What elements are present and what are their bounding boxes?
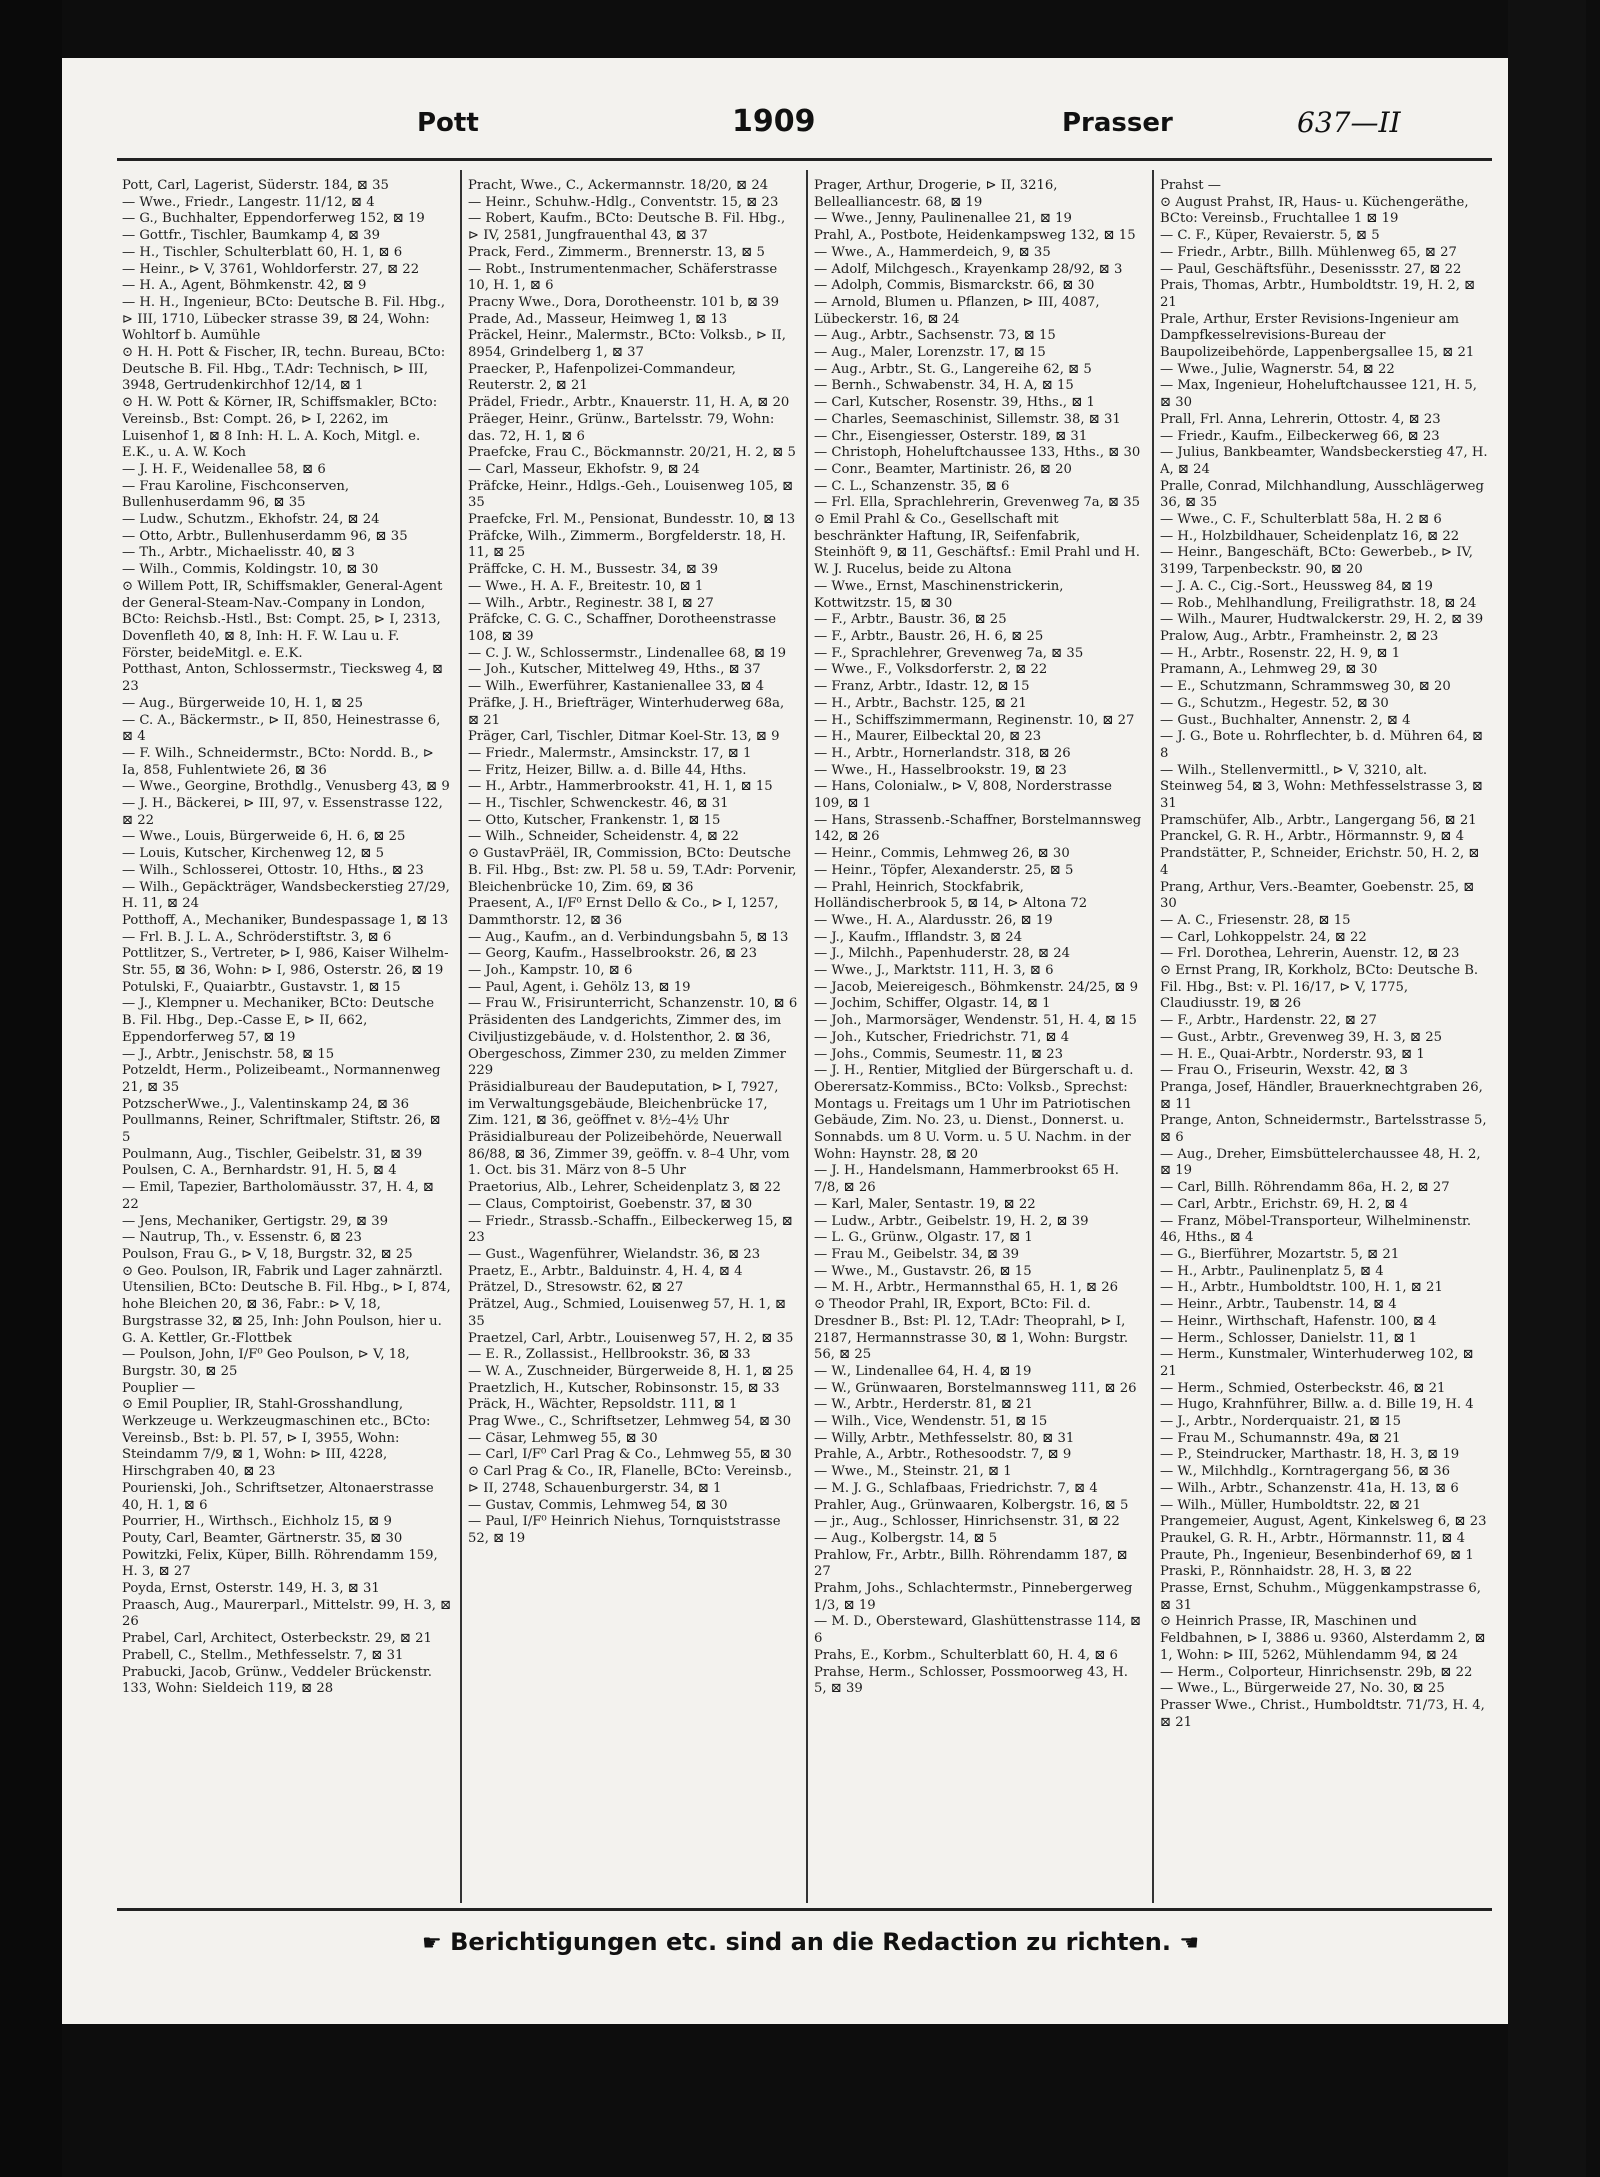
directory-entry: Poulsen, C. A., Bernhardstr. 91, H. 5, ⊠ 4: [122, 1163, 397, 1179]
directory-entry: Praetzel, Carl, Arbtr., Louisenweg 57, H. 2, ⊠ 35: [468, 1330, 794, 1346]
directory-entry: — J., Arbtr., Norderquaistr. 21, ⊠ 15: [1160, 1414, 1402, 1430]
directory-entry: — Paul, Geschäftsführ., Desenissstr. 27, ⊠ 22: [1160, 261, 1462, 277]
directory-entry: — G., Buchhalter, Eppendorferweg 152, ⊠ 19: [122, 211, 425, 227]
directory-entry: — Heinr., Töpfer, Alexanderstr. 25, ⊠ 5: [814, 862, 1074, 878]
directory-entry: — Aug., Maler, Lorenzstr. 17, ⊠ 15: [814, 345, 1046, 361]
column-4: [1160, 178, 1490, 1898]
directory-entry: Präsidialbureau der Baudeputation, ⊳ I, 7927, im Verwaltungsgebäude, Bleichenbrücke 17, Zim. 121, ⊠ 36, geöffnet v. 8½–4½ Uhr: [468, 1079, 779, 1129]
directory-entry: — Wilh., Ewerführer, Kastanienallee 33, ⊠ 4: [468, 679, 764, 695]
directory-page: [62, 58, 1586, 2024]
directory-entry: — L. G., Grünw., Olgastr. 17, ⊠ 1: [814, 1230, 1033, 1246]
directory-entry: — Georg, Kaufm., Hasselbrookstr. 26, ⊠ 23: [468, 946, 757, 962]
directory-entry: — Fritz, Heizer, Billw. a. d. Bille 44, Hths.: [468, 762, 747, 778]
directory-entry: — J., Klempner u. Mechaniker, BCto: Deutsche B. Fil. Hbg., Dep.-Casse E, ⊳ II, 662, Eppendorferweg 57, ⊠ 19: [122, 996, 435, 1045]
directory-entry: Praetz, E., Arbtr., Balduinstr. 4, H. 4, ⊠ 4: [468, 1263, 743, 1279]
directory-entry: — Max, Ingenieur, Hoheluftchaussee 121, H. 5, ⊠ 30: [1160, 378, 1477, 411]
directory-entry: Pouplier —: [122, 1380, 196, 1396]
directory-entry: Prange, Anton, Schneidermstr., Bartelsstrasse 5, ⊠ 6: [1160, 1113, 1487, 1146]
directory-entry: Prack, Ferd., Zimmerm., Brennerstr. 13, ⊠ 5: [468, 244, 765, 260]
directory-entry: Prahler, Aug., Grünwaaren, Kolbergstr. 16, ⊠ 5: [814, 1497, 1129, 1513]
column-divider: [1152, 170, 1154, 1903]
directory-entry: Prabel, Carl, Architect, Osterbeckstr. 29, ⊠ 21: [122, 1631, 432, 1647]
directory-entry: — Herm., Colporteur, Hinrichsenstr. 29b, ⊠ 22: [1160, 1664, 1473, 1680]
directory-entry: — Frau Karoline, Fischconserven, Bullenhuserdamm 96, ⊠ 35: [122, 478, 350, 511]
directory-entry: Praute, Ph., Ingenieur, Besenbinderhof 69, ⊠ 1: [1160, 1547, 1474, 1563]
directory-entry: — J., Kaufm., Ifflandstr. 3, ⊠ 24: [814, 929, 1023, 945]
directory-entry: ⊙ Emil Pouplier, IR, Stahl-Grosshandlung, Werkzeuge u. Werkzeugmaschinen etc., BCto: Vereinsb., Bst: b. Pl. 57, ⊳ I, 3955, Wohn: Steindamm 7/9, ⊠ 1, Wohn: ⊳ III, 4228, Hirschgraben 40, ⊠ 23: [122, 1397, 431, 1480]
directory-entry: — Adolph, Commis, Bismarckstr. 66, ⊠ 30: [814, 278, 1095, 294]
directory-entry: ⊙ Heinrich Prasse, IR, Maschinen und Feldbahnen, ⊳ I, 3886 u. 9360, Alsterdamm 2, ⊠ 1, Wohn: ⊳ III, 5262, Mühlendamm 94, ⊠ 24: [1160, 1614, 1486, 1663]
directory-entry: Potthoff, A., Mechaniker, Bundespassage 1, ⊠ 13: [122, 912, 449, 928]
directory-entry: — Heinr., Schuhw.-Hdlg., Conventstr. 15, ⊠ 23: [468, 194, 779, 210]
directory-entry: — H., Arbtr., Rosenstr. 22, H. 9, ⊠ 1: [1160, 645, 1401, 661]
directory-entry: ⊙ H. H. Pott & Fischer, IR, techn. Bureau, BCto: Deutsche B. Fil. Hbg., T.Adr: Technisch, ⊳ III, 3948, Gertrudenkirchhof 12/14, ⊠ 1: [122, 345, 446, 394]
directory-entry: — Johs., Commis, Seumestr. 11, ⊠ 23: [814, 1046, 1063, 1062]
directory-entry: — J. A. C., Cig.-Sort., Heussweg 84, ⊠ 19: [1160, 578, 1433, 594]
directory-entry: — Carl, Kutscher, Rosenstr. 39, Hths., ⊠ 1: [814, 395, 1095, 411]
directory-entry: — Wilh., Commis, Koldingstr. 10, ⊠ 30: [122, 562, 379, 578]
directory-entry: Praasch, Aug., Maurerparl., Mittelstr. 99, H. 3, ⊠ 26: [122, 1597, 452, 1630]
directory-entry: — Wwe., H. A. F., Breitestr. 10, ⊠ 1: [468, 578, 704, 594]
directory-entry: Praefcke, Frl. M., Pensionat, Bundesstr. 10, ⊠ 13: [468, 512, 796, 528]
directory-entry: Prais, Thomas, Arbtr., Humboldtstr. 19, H. 2, ⊠ 21: [1160, 278, 1476, 310]
directory-entry: Potzeldt, Herm., Polizeibeamt., Normannenweg 21, ⊠ 35: [122, 1063, 441, 1095]
directory-entry: — Frl. B. J. L. A., Schröderstiftstr. 3, ⊠ 6: [122, 929, 392, 945]
directory-entry: Prasse, Ernst, Schuhm., Müggenkampstrasse 6, ⊠ 31: [1160, 1581, 1481, 1613]
directory-entry: — Wilh., Vice, Wendenstr. 51, ⊠ 15: [814, 1414, 1048, 1430]
header-year: 1909: [732, 104, 816, 139]
directory-entry: — Charles, Seemaschinist, Sillemstr. 38, ⊠ 31: [814, 411, 1121, 427]
directory-entry: Präckel, Heinr., Malermstr., BCto: Volksb., ⊳ II, 8954, Grindelberg 1, ⊠ 37: [468, 328, 786, 361]
directory-entry: — Franz, Möbel-Transporteur, Wilhelminenstr. 46, Hths., ⊠ 4: [1160, 1213, 1472, 1246]
directory-entry: — Frau M., Geibelstr. 34, ⊠ 39: [814, 1247, 1019, 1262]
directory-entry: Pramschüfer, Alb., Arbtr., Langergang 56, ⊠ 21: [1160, 812, 1477, 828]
directory-entry: — F. Wilh., Schneidermstr., BCto: Nordd. B., ⊳ Ia, 858, Fuhlentwiete 26, ⊠ 36: [122, 745, 434, 778]
directory-entry: Präck, H., Wächter, Repsoldstr. 111, ⊠ 1: [468, 1397, 738, 1413]
footer-rule: [117, 1908, 1492, 1911]
directory-entry: Poullmanns, Reiner, Schriftmaler, Stiftstr. 26, ⊠ 5: [122, 1113, 441, 1146]
column-divider: [806, 170, 808, 1903]
directory-entry: — Carl, I/F⁰ Carl Prag & Co., Lehmweg 55, ⊠ 30: [468, 1447, 792, 1463]
directory-entry: — Arnold, Blumen u. Pflanzen, ⊳ III, 4087, Lübeckerstr. 16, ⊠ 24: [814, 294, 1100, 327]
directory-entry: — Wilh., Arbtr., Schanzenstr. 41a, H. 13, ⊠ 6: [1160, 1480, 1459, 1496]
directory-entry: — M. D., Obersteward, Glashüttenstrasse 114, ⊠ 6: [814, 1614, 1142, 1647]
directory-entry: — Wwe., Georgine, Brothdlg., Venusberg 43, ⊠ 9: [122, 779, 450, 795]
directory-entry: — Carl, Billh. Röhrendamm 86a, H. 2, ⊠ 27: [1160, 1180, 1450, 1196]
directory-entry: — Gottfr., Tischler, Baumkamp 4, ⊠ 39: [122, 228, 381, 244]
directory-entry: ⊙ H. W. Pott & Körner, IR, Schiffsmakler, BCto: Vereinsb., Bst: Compt. 26, ⊳ I, 2262, im Luisenhof 1, ⊠ 8 Inh: H. L. A. Koch, Mitgl. e. E.K., u. A. W. Koch: [122, 395, 438, 461]
directory-entry: Präeger, Heinr., Grünw., Bartelsstr. 79, Wohn: das. 72, H. 1, ⊠ 6: [468, 411, 775, 444]
pointing-hand-icon: ☛: [422, 1931, 442, 1956]
directory-entry: — Wwe., Julie, Wagnerstr. 54, ⊠ 22: [1160, 361, 1395, 377]
directory-entry: — Aug., Arbtr., Sachsenstr. 73, ⊠ 15: [814, 328, 1056, 344]
directory-entry: — Christoph, Hoheluftchaussee 133, Hths., ⊠ 30: [814, 445, 1141, 461]
directory-entry: — Robert, Kaufm., BCto: Deutsche B. Fil. Hbg., ⊳ IV, 2581, Jungfrauenthal 43, ⊠ 37: [468, 211, 786, 244]
directory-entry: — E., Schutzmann, Schrammsweg 30, ⊠ 20: [1160, 679, 1451, 695]
directory-entry: — F., Sprachlehrer, Grevenweg 7a, ⊠ 35: [814, 645, 1084, 661]
directory-entry: Präsidenten des Landgerichts, Zimmer des, im Civiljustizgebäude, v. d. Holstenthor, 2. ⊠ 36, Obergeschoss, Zimmer 230, zu melden Zimmer 229: [468, 1013, 786, 1079]
directory-entry: — Willy, Arbtr., Methfesselstr. 80, ⊠ 31: [814, 1430, 1075, 1446]
directory-entry: — Wilh., Maurer, Hudtwalckerstr. 29, H. 2, ⊠ 39: [1160, 612, 1484, 628]
directory-entry: ⊙ August Prahst, IR, Haus- u. Küchengeräthe, BCto: Vereinsb., Fruchtallee 1 ⊠ 19: [1160, 194, 1469, 227]
directory-entry: Prädel, Friedr., Arbtr., Knauerstr. 11, H. A, ⊠ 20: [468, 395, 790, 411]
directory-entry: — Wwe., H., Hasselbrookstr. 19, ⊠ 23: [814, 762, 1067, 778]
directory-entry: — M. H., Arbtr., Hermannsthal 65, H. 1, ⊠ 26: [814, 1280, 1118, 1296]
directory-entry: — Joh., Kampstr. 10, ⊠ 6: [468, 963, 633, 979]
directory-entry: ⊙ Emil Prahl & Co., Gesellschaft mit beschränkter Haftung, IR, Seifenfabrik, Steinhöft 9, ⊠ 11, Geschäftsf.: Emil Prahl und H. W. J. Rucelus, beide zu Altona: [814, 512, 1140, 578]
directory-entry: — Frl. Ella, Sprachlehrerin, Grevenweg 7a, ⊠ 35: [814, 495, 1141, 511]
directory-entry: Pracht, Wwe., C., Ackermannstr. 18/20, ⊠ 24: [468, 178, 769, 193]
directory-entry: — Joh., Marmorsäger, Wendenstr. 51, H. 4, ⊠ 15: [814, 1013, 1137, 1029]
directory-entry: — Ludw., Schutzm., Ekhofstr. 24, ⊠ 24: [122, 512, 380, 528]
directory-entry: — H., Holzbildhauer, Scheidenplatz 16, ⊠ 22: [1160, 528, 1460, 544]
directory-entry: Praetorius, Alb., Lehrer, Scheidenplatz 3, ⊠ 22: [468, 1180, 781, 1196]
directory-entry: — Robt., Instrumentenmacher, Schäferstrasse 10, H. 1, ⊠ 6: [468, 261, 778, 294]
directory-entry: Prabucki, Jacob, Grünw., Veddeler Brückenstr. 133, Wohn: Sieldeich 119, ⊠ 28: [122, 1664, 432, 1697]
directory-entry: — P., Steindrucker, Marthastr. 18, H. 3, ⊠ 19: [1160, 1447, 1460, 1463]
directory-entry: — Friedr., Kaufm., Eilbeckerweg 66, ⊠ 23: [1160, 428, 1440, 444]
directory-entry: Pottlitzer, S., Vertreter, ⊳ I, 986, Kaiser Wilhelm-Str. 55, ⊠ 36, Wohn: ⊳ I, 986, Osterstr. 26, ⊠ 19: [122, 946, 449, 979]
directory-entry: — W., Arbtr., Herderstr. 81, ⊠ 21: [814, 1397, 1033, 1413]
directory-entry: — C. L., Schanzenstr. 35, ⊠ 6: [814, 478, 1010, 494]
directory-entry: — A. C., Friesenstr. 28, ⊠ 15: [1160, 912, 1351, 928]
directory-entry: — J. H., Bäckerei, ⊳ III, 97, v. Essenstrasse 122, ⊠ 22: [122, 796, 443, 828]
directory-entry: Pranckel, G. R. H., Arbtr., Hörmannstr. 9, ⊠ 4: [1160, 829, 1464, 845]
right-margin: [1508, 0, 1586, 2177]
directory-entry: — Th., Arbtr., Michaelisstr. 40, ⊠ 3: [122, 545, 355, 561]
directory-entry: — Wwe., Ernst, Maschinenstrickerin, Kottwitzstr. 15, ⊠ 30: [814, 578, 1064, 611]
directory-entry: — H., Tischler, Schulterblatt 60, H. 1, ⊠ 6: [122, 244, 403, 260]
directory-entry: — Jochim, Schiffer, Olgastr. 14, ⊠ 1: [814, 996, 1051, 1012]
directory-entry: — Wilh., Schlosserei, Ottostr. 10, Hths., ⊠ 23: [122, 862, 424, 878]
directory-entry: — Gust., Arbtr., Grevenweg 39, H. 3, ⊠ 25: [1160, 1029, 1443, 1045]
directory-entry: Praefcke, Frau C., Böckmannstr. 20/21, H. 2, ⊠ 5: [468, 445, 796, 461]
directory-entry: — W., Milchhdlg., Korntragergang 56, ⊠ 36: [1160, 1464, 1451, 1480]
directory-entry: — J., Arbtr., Jenischstr. 58, ⊠ 15: [122, 1046, 335, 1062]
directory-entry: — Heinr., ⊳ V, 3761, Wohldorferstr. 27, ⊠ 22: [122, 261, 420, 277]
directory-entry: — F., Arbtr., Baustr. 26, H. 6, ⊠ 25: [814, 628, 1044, 644]
directory-entry: — Bernh., Schwabenstr. 34, H. A, ⊠ 15: [814, 378, 1074, 394]
directory-entry: — C. J. W., Schlossermstr., Lindenallee 68, ⊠ 19: [468, 645, 787, 661]
directory-entry: Prasser Wwe., Christ., Humboldtstr. 71/73, H. 4, ⊠ 21: [1160, 1697, 1485, 1730]
directory-entry: Prangemeier, August, Agent, Kinkelsweg 6, ⊠ 23: [1160, 1514, 1487, 1530]
directory-entry: — Wwe., Friedr., Langestr. 11/12, ⊠ 4: [122, 194, 375, 210]
directory-entry: Prahse, Herm., Schlosser, Possmoorweg 43, H. 5, ⊠ 39: [814, 1664, 1128, 1697]
directory-entry: — Heinr., Wirthschaft, Hafenstr. 100, ⊠ 4: [1160, 1313, 1437, 1329]
directory-entry: — H., Maurer, Eilbecktal 20, ⊠ 23: [814, 729, 1042, 745]
directory-entry: — Wwe., F., Volksdorferstr. 2, ⊠ 22: [814, 662, 1048, 678]
directory-entry: — Frau M., Schumannstr. 49a, ⊠ 21: [1160, 1430, 1401, 1446]
directory-entry: — Friedr., Strassb.-Schaffn., Eilbeckerweg 15, ⊠ 23: [468, 1213, 793, 1246]
directory-entry: — J. H., Handelsmann, Hammerbrookst 65 H. 7/8, ⊠ 26: [814, 1163, 1119, 1196]
directory-entry: Pramann, A., Lehmweg 29, ⊠ 30: [1160, 662, 1378, 678]
directory-entry: — Aug., Kaufm., an d. Verbindungsbahn 5, ⊠ 13: [468, 929, 789, 945]
column-3: [814, 178, 1144, 1898]
directory-entry: PotzscherWwe., J., Valentinskamp 24, ⊠ 36: [122, 1096, 409, 1112]
directory-entry: — Louis, Kutscher, Kirchenweg 12, ⊠ 5: [122, 846, 385, 862]
footer-text: Berichtigungen etc. sind an die Redaction zu richten.: [450, 1928, 1171, 1956]
directory-entry: Präfcke, Heinr., Hdlgs.-Geh., Louisenweg 105, ⊠ 35: [468, 478, 794, 511]
directory-entry: — Friedr., Malermstr., Amsinckstr. 17, ⊠ 1: [468, 745, 752, 761]
directory-entry: Pralle, Conrad, Milchhandlung, Ausschlägerweg 36, ⊠ 35: [1160, 478, 1484, 511]
directory-entry: — Frau W., Frisirunterricht, Schanzenstr. 10, ⊠ 6: [468, 996, 798, 1012]
directory-entry: — Wwe., C. F., Schulterblatt 58a, H. 2 ⊠ 6: [1160, 512, 1442, 528]
directory-entry: — Hans, Colonialw., ⊳ V, 808, Norderstrasse 109, ⊠ 1: [814, 779, 1112, 812]
directory-entry: — C. A., Bäckermstr., ⊳ II, 850, Heinestrasse 6, ⊠ 4: [122, 712, 441, 745]
directory-entry: — Herm., Schlosser, Danielstr. 11, ⊠ 1: [1160, 1330, 1417, 1346]
directory-entry: Prale, Arthur, Erster Revisions-Ingenieur am Dampfkesselrevisions-Bureau der Baupolizeibehörde, Lappenbergsallee 15, ⊠ 21: [1160, 311, 1475, 361]
directory-entry: — Jens, Mechaniker, Gertigstr. 29, ⊠ 39: [122, 1213, 389, 1229]
directory-entry: — H., Arbtr., Paulinenplatz 5, ⊠ 4: [1160, 1263, 1384, 1279]
directory-entry: — H., Arbtr., Bachstr. 125, ⊠ 21: [814, 695, 1027, 711]
column-2: [468, 178, 798, 1898]
header-page-number: 637—II: [1297, 106, 1401, 139]
directory-entry: — Heinr., Commis, Lehmweg 26, ⊠ 30: [814, 846, 1070, 862]
directory-entry: — Paul, I/F⁰ Heinrich Niehus, Tornquiststrasse 52, ⊠ 19: [468, 1514, 781, 1546]
directory-entry: — Wwe., J., Marktstr. 111, H. 3, ⊠ 6: [814, 963, 1054, 979]
left-margin: [0, 0, 62, 2177]
directory-entry: Prandstätter, P., Schneider, Erichstr. 50, H. 2, ⊠ 4: [1160, 846, 1480, 878]
directory-entry: — Aug., Bürgerweide 10, H. 1, ⊠ 25: [122, 695, 364, 711]
directory-entry: — Wwe., M., Steinstr. 21, ⊠ 1: [814, 1464, 1012, 1480]
directory-entry: — Wilh., Schneider, Scheidenstr. 4, ⊠ 22: [468, 829, 739, 845]
directory-entry: — C. F., Küper, Revaierstr. 5, ⊠ 5: [1160, 228, 1380, 244]
directory-entry: — W. A., Zuschneider, Bürgerweide 8, H. 1, ⊠ 25: [468, 1363, 794, 1379]
directory-entry: — Joh., Kutscher, Friedrichstr. 71, ⊠ 4: [814, 1029, 1070, 1045]
directory-entry: — Julius, Bankbeamter, Wandsbeckerstieg 47, H. A, ⊠ 24: [1160, 445, 1488, 477]
directory-entry: — Otto, Kutscher, Frankenstr. 1, ⊠ 15: [468, 812, 721, 828]
directory-entry: Präsidialbureau der Polizeibehörde, Neuerwall 86/88, ⊠ 36, Zimmer 39, geöffn. v. 8–4 Uhr, vom 1. Oct. bis 31. März von 8–5 Uhr: [468, 1130, 790, 1179]
directory-entry: — Prahl, Heinrich, Stockfabrik, Holländischerbrook 5, ⊠ 14, ⊳ Altona 72: [814, 879, 1088, 912]
directory-entry: — Aug., Dreher, Eimsbüttelerchaussee 48, H. 2, ⊠ 19: [1160, 1146, 1481, 1179]
directory-entry: — Joh., Kutscher, Mittelweg 49, Hths., ⊠ 37: [468, 662, 761, 678]
directory-entry: Prahs, E., Korbm., Schulterblatt 60, H. 4, ⊠ 6: [814, 1647, 1118, 1663]
directory-entry: — Carl, Arbtr., Erichstr. 69, H. 2, ⊠ 4: [1160, 1196, 1409, 1212]
directory-entry: — H., Tischler, Schwenckestr. 46, ⊠ 31: [468, 796, 729, 812]
directory-entry: Präger, Carl, Tischler, Ditmar Koel-Str. 13, ⊠ 9: [468, 729, 780, 745]
directory-entry: Prabell, C., Stellm., Methfesselstr. 7, ⊠ 31: [122, 1647, 404, 1663]
directory-entry: Prahl, A., Postbote, Heidenkampsweg 132, ⊠ 15: [814, 228, 1136, 244]
directory-entry: Praetzlich, H., Kutscher, Robinsonstr. 15, ⊠ 33: [468, 1380, 780, 1396]
directory-entry: — Jacob, Meiereigesch., Böhmkenstr. 24/25, ⊠ 9: [814, 979, 1139, 995]
directory-entry: — Wwe., Jenny, Paulinenallee 21, ⊠ 19: [814, 211, 1072, 227]
directory-entry: Pracny Wwe., Dora, Dorotheenstr. 101 b, ⊠ 39: [468, 294, 780, 310]
directory-entry: — Frau O., Friseurin, Wexstr. 42, ⊠ 3: [1160, 1063, 1408, 1079]
directory-entry: — G., Schutzm., Hegestr. 52, ⊠ 30: [1160, 695, 1389, 711]
directory-entry: Powitzki, Felix, Küper, Billh. Röhrendamm 159, H. 3, ⊠ 27: [122, 1547, 438, 1580]
directory-entry: — Heinr., Arbtr., Taubenstr. 14, ⊠ 4: [1160, 1297, 1397, 1313]
directory-entry: Präfke, J. H., Briefträger, Winterhuderweg 68a, ⊠ 21: [468, 695, 785, 728]
column-divider: [460, 170, 462, 1903]
directory-entry: — Carl, Lohkoppelstr. 24, ⊠ 22: [1160, 929, 1367, 945]
directory-entry: Praukel, G. R. H., Arbtr., Hörmannstr. 11, ⊠ 4: [1160, 1530, 1465, 1546]
directory-entry: — Claus, Comptoirist, Goebenstr. 37, ⊠ 30: [468, 1196, 753, 1212]
directory-entry: — F., Arbtr., Baustr. 36, ⊠ 25: [814, 612, 1007, 628]
directory-entry: — Wwe., H. A., Alardusstr. 26, ⊠ 19: [814, 912, 1053, 928]
directory-entry: — Chr., Eisengiesser, Osterstr. 189, ⊠ 31: [814, 428, 1088, 444]
directory-entry: Potthast, Anton, Schlossermstr., Tiecksweg 4, ⊠ 23: [122, 662, 444, 695]
directory-entry: Poyda, Ernst, Osterstr. 149, H. 3, ⊠ 31: [122, 1581, 380, 1597]
directory-entry: Prätzel, Aug., Schmied, Louisenweg 57, H. 1, ⊠ 35: [468, 1297, 787, 1329]
directory-entry: — Karl, Maler, Sentastr. 19, ⊠ 22: [814, 1196, 1036, 1212]
directory-entry: Poulmann, Aug., Tischler, Geibelstr. 31, ⊠ 39: [122, 1146, 423, 1162]
directory-entry: — H., Schiffszimmermann, Reginenstr. 10, ⊠ 27: [814, 712, 1135, 728]
directory-entry: Prahlow, Fr., Arbtr., Billh. Röhrendamm 187, ⊠ 27: [814, 1547, 1128, 1580]
directory-entry: Prahst —: [1160, 178, 1221, 193]
directory-entry: ⊙ Ernst Prang, IR, Korkholz, BCto: Deutsche B. Fil. Hbg., Bst: v. Pl. 16/17, ⊳ V, 1775, Claudiusstr. 19, ⊠ 26: [1160, 963, 1479, 1012]
directory-entry: — Wwe., A., Hammerdeich, 9, ⊠ 35: [814, 244, 1051, 260]
directory-entry: — Frl. Dorothea, Lehrerin, Auenstr. 12, ⊠ 23: [1160, 946, 1460, 962]
directory-entry: — Hugo, Krahnführer, Billw. a. d. Bille 19, H. 4: [1160, 1397, 1474, 1413]
directory-entry: Pott, Carl, Lagerist, Süderstr. 184, ⊠ 35: [122, 178, 389, 193]
directory-entry: ⊙ Willem Pott, IR, Schiffsmakler, General-Agent der General-Steam-Nav.-Company in London, BCto: Reichsb.-Hstl., Bst: Compt. 25, ⊳ I, 2313, Dovenfleth 40, ⊠ 8, Inh: H. F. W. Lau u. F. Förster, beideMitgl. e. E.K.: [122, 578, 443, 661]
directory-entry: — E. R., Zollassist., Hellbrookstr. 36, ⊠ 33: [468, 1347, 751, 1363]
directory-entry: — Wilh., Stellenvermittl., ⊳ V, 3210, alt. Steinweg 54, ⊠ 3, Wohn: Methfesselstrasse 3, ⊠ 31: [1160, 762, 1483, 812]
directory-entry: — Nautrup, Th., v. Essenstr. 6, ⊠ 23: [122, 1230, 362, 1246]
directory-entry: — J. G., Bote u. Rohrflechter, b. d. Mühren 64, ⊠ 8: [1160, 729, 1484, 761]
directory-entry: — Friedr., Arbtr., Billh. Mühlenweg 65, ⊠ 27: [1160, 244, 1457, 260]
directory-entry: — J. H. F., Weidenallee 58, ⊠ 6: [122, 461, 326, 477]
directory-entry: — H., Arbtr., Hammerbrookstr. 41, H. 1, ⊠ 15: [468, 779, 773, 795]
directory-entry: — H., Arbtr., Humboldtstr. 100, H. 1, ⊠ 21: [1160, 1280, 1443, 1296]
directory-entry: — Herm., Kunstmaler, Winterhuderweg 102, ⊠ 21: [1160, 1347, 1474, 1379]
directory-entry: ⊙ Theodor Prahl, IR, Export, BCto: Fil. d. Dresdner B., Bst: Pl. 12, T.Adr: Theoprahl, ⊳ I, 2187, Hermannstrasse 30, ⊠ 1, Wohn: Burgstr. 56, ⊠ 25: [814, 1297, 1129, 1363]
directory-entry: — F., Arbtr., Hardenstr. 22, ⊠ 27: [1160, 1013, 1377, 1029]
directory-entry: — jr., Aug., Schlosser, Hinrichsenstr. 31, ⊠ 22: [814, 1514, 1120, 1530]
directory-entry: — Wilh., Gepäckträger, Wandsbeckerstieg 27/29, H. 11, ⊠ 24: [122, 879, 450, 912]
directory-entry: — W., Lindenallee 64, H. 4, ⊠ 19: [814, 1363, 1032, 1379]
directory-entry: — H. E., Quai-Arbtr., Norderstr. 93, ⊠ 1: [1160, 1046, 1425, 1062]
directory-entry: Praecker, P., Hafenpolizei-Commandeur, Reuterstr. 2, ⊠ 21: [468, 361, 737, 394]
directory-entry: — Carl, Masseur, Ekhofstr. 9, ⊠ 24: [468, 461, 700, 477]
directory-entry: Pranga, Josef, Händler, Brauerknechtgraben 26, ⊠ 11: [1160, 1079, 1483, 1112]
directory-entry: — H. A., Agent, Böhmkenstr. 42, ⊠ 9: [122, 278, 367, 294]
directory-entry: Prätzel, D., Stresowstr. 62, ⊠ 27: [468, 1280, 684, 1296]
directory-entry: — Heinr., Bangeschäft, BCto: Gewerbeb., ⊳ IV, 3199, Tarpenbeckstr. 90, ⊠ 20: [1160, 545, 1473, 578]
directory-entry: Präfcke, Wilh., Zimmerm., Borgfelderstr. 18, H. 11, ⊠ 25: [468, 528, 786, 561]
directory-entry: Prager, Arthur, Drogerie, ⊳ II, 3216, Bellealliancestr. 68, ⊠ 19: [814, 178, 1058, 210]
directory-entry: Pourrier, H., Wirthsch., Eichholz 15, ⊠ 9: [122, 1514, 392, 1530]
directory-entry: Praesent, A., I/F⁰ Ernst Dello & Co., ⊳ I, 1257, Dammthorstr. 12, ⊠ 36: [468, 896, 779, 928]
directory-entry: — H., Arbtr., Hornerlandstr. 318, ⊠ 26: [814, 745, 1071, 761]
directory-entry: — Adolf, Milchgesch., Krayenkamp 28/92, ⊠ 3: [814, 261, 1123, 277]
directory-entry: — Herm., Schmied, Osterbeckstr. 46, ⊠ 21: [1160, 1380, 1446, 1396]
directory-entry: — Franz, Arbtr., Idastr. 12, ⊠ 15: [814, 679, 1030, 695]
directory-entry: — Gust., Buchhalter, Annenstr. 2, ⊠ 4: [1160, 712, 1411, 728]
directory-entry: Prang, Arthur, Vers.-Beamter, Goebenstr. 25, ⊠ 30: [1160, 879, 1475, 912]
directory-entry: — Emil, Tapezier, Bartholomäusstr. 37, H. 4, ⊠ 22: [122, 1180, 434, 1212]
directory-entry: — Aug., Kolbergstr. 14, ⊠ 5: [814, 1530, 998, 1546]
directory-entry: — Gust., Wagenführer, Wielandstr. 36, ⊠ 23: [468, 1247, 761, 1262]
directory-entry: — Wilh., Müller, Humboldtstr. 22, ⊠ 21: [1160, 1497, 1422, 1513]
directory-entry: Prahm, Johs., Schlachtermstr., Pinnebergerweg 1/3, ⊠ 19: [814, 1581, 1133, 1613]
directory-entry: — H. H., Ingenieur, BCto: Deutsche B. Fil. Hbg., ⊳ III, 1710, Lübecker strasse 39, ⊠ 24, Wohn: Wohltorf b. Aumühle: [122, 294, 446, 344]
directory-entry: Pourienski, Joh., Schriftsetzer, Altonaerstrasse 40, H. 1, ⊠ 6: [122, 1480, 434, 1513]
directory-entry: — Otto, Arbtr., Bullenhuserdamm 96, ⊠ 35: [122, 528, 408, 544]
header-left-word: Pott: [417, 108, 479, 138]
directory-entry: — Paul, Agent, i. Gehölz 13, ⊠ 19: [468, 979, 691, 995]
directory-entry: — W., Grünwaaren, Borstelmannsweg 111, ⊠ 26: [814, 1380, 1137, 1396]
directory-entry: — J., Milchh., Papenhuderstr. 28, ⊠ 24: [814, 946, 1071, 962]
directory-entry: — M. J. G., Schlafbaas, Friedrichstr. 7, ⊠ 4: [814, 1480, 1098, 1496]
column-1: [122, 178, 452, 1898]
footer-note: [422, 1928, 1199, 1956]
directory-entry: Poulson, Frau G., ⊳ V, 18, Burgstr. 32, ⊠ 25: [122, 1247, 413, 1262]
directory-entry: Präffcke, C. H. M., Bussestr. 34, ⊠ 39: [468, 562, 718, 578]
directory-entry: — Poulson, John, I/F⁰ Geo Poulson, ⊳ V, 18, Burgstr. 30, ⊠ 25: [122, 1347, 410, 1379]
directory-entry: — Cäsar, Lehmweg 55, ⊠ 30: [468, 1430, 658, 1446]
directory-entry: — Aug., Arbtr., St. G., Langereihe 62, ⊠ 5: [814, 361, 1092, 377]
directory-entry: — Gustav, Commis, Lehmweg 54, ⊠ 30: [468, 1497, 728, 1513]
directory-entry: — Wwe., Louis, Bürgerweide 6, H. 6, ⊠ 25: [122, 829, 406, 845]
directory-entry: — Wwe., M., Gustavstr. 26, ⊠ 15: [814, 1263, 1032, 1279]
directory-entry: — Hans, Strassenb.-Schaffner, Borstelmannsweg 142, ⊠ 26: [814, 812, 1142, 845]
directory-entry: — Wilh., Arbtr., Reginestr. 38 I, ⊠ 27: [468, 595, 714, 611]
directory-entry: Pouty, Carl, Beamter, Gärtnerstr. 35, ⊠ 30: [122, 1530, 403, 1546]
pointing-hand-icon: ☚: [1179, 1931, 1200, 1956]
directory-entry: Prahle, A., Arbtr., Rothesoodstr. 7, ⊠ 9: [814, 1447, 1072, 1463]
directory-entry: ⊙ GustavPräël, IR, Commission, BCto: Deutsche B. Fil. Hbg., Bst: zw. Pl. 58 u. 59, T.Adr: Porvenir, Bleichenbrücke 10, Zim. 69, ⊠ 36: [468, 846, 797, 895]
directory-entry: ⊙ Carl Prag & Co., IR, Flanelle, BCto: Vereinsb., ⊳ II, 2748, Schauenburgerstr. 34, ⊠ 1: [468, 1464, 792, 1496]
directory-entry: Potulski, F., Quaiarbtr., Gustavstr. 1, ⊠ 15: [122, 979, 401, 995]
header-right-word: Prasser: [1062, 108, 1173, 138]
header-rule: [117, 158, 1492, 161]
directory-entry: — Ludw., Arbtr., Geibelstr. 19, H. 2, ⊠ 39: [814, 1213, 1089, 1229]
directory-entry: — Rob., Mehlhandlung, Freiligrathstr. 18, ⊠ 24: [1160, 595, 1477, 611]
directory-entry: Präfcke, C. G. C., Schaffner, Dorotheenstrasse 108, ⊠ 39: [468, 612, 777, 644]
directory-entry: — Wwe., L., Bürgerweide 27, No. 30, ⊠ 25: [1160, 1681, 1445, 1697]
directory-entry: — Conr., Beamter, Martinistr. 26, ⊠ 20: [814, 461, 1072, 477]
directory-entry: Praski, P., Rönnhaidstr. 28, H. 3, ⊠ 22: [1160, 1564, 1413, 1580]
directory-entry: Prall, Frl. Anna, Lehrerin, Ottostr. 4, ⊠ 23: [1160, 411, 1441, 427]
directory-entry: — J. H., Rentier, Mitglied der Bürgerschaft u. d. Oberersatz-Kommiss., BCto: Volksb., Sprechst: Montags u. Freitags um 1 Uhr im Patriotischen Gebäude, Zim. No. 23, u. Dienst., Donnerst. u. Sonnabds. um 8 U. Vorm. u. 5 U. Nachm. in der Wohn: Haynstr. 28, ⊠ 20: [814, 1063, 1134, 1162]
directory-entry: — G., Bierführer, Mozartstr. 5, ⊠ 21: [1160, 1247, 1400, 1262]
directory-entry: ⊙ Geo. Poulson, IR, Fabrik und Lager zahnärztl. Utensilien, BCto: Deutsche B. Fil. Hbg., ⊳ I, 874, hohe Bleichen 20, ⊠ 36, Fabr.: ⊳ V, 18, Burgstrasse 32, ⊠ 25, Inh: John Poulson, hier u. G. A. Kettler, Gr.-Flottbek: [122, 1263, 451, 1346]
directory-entry: Pralow, Aug., Arbtr., Framheinstr. 2, ⊠ 23: [1160, 628, 1439, 644]
directory-entry: Prag Wwe., C., Schriftsetzer, Lehmweg 54, ⊠ 30: [468, 1414, 792, 1430]
directory-entry: Prade, Ad., Masseur, Heimweg 1, ⊠ 13: [468, 311, 728, 327]
